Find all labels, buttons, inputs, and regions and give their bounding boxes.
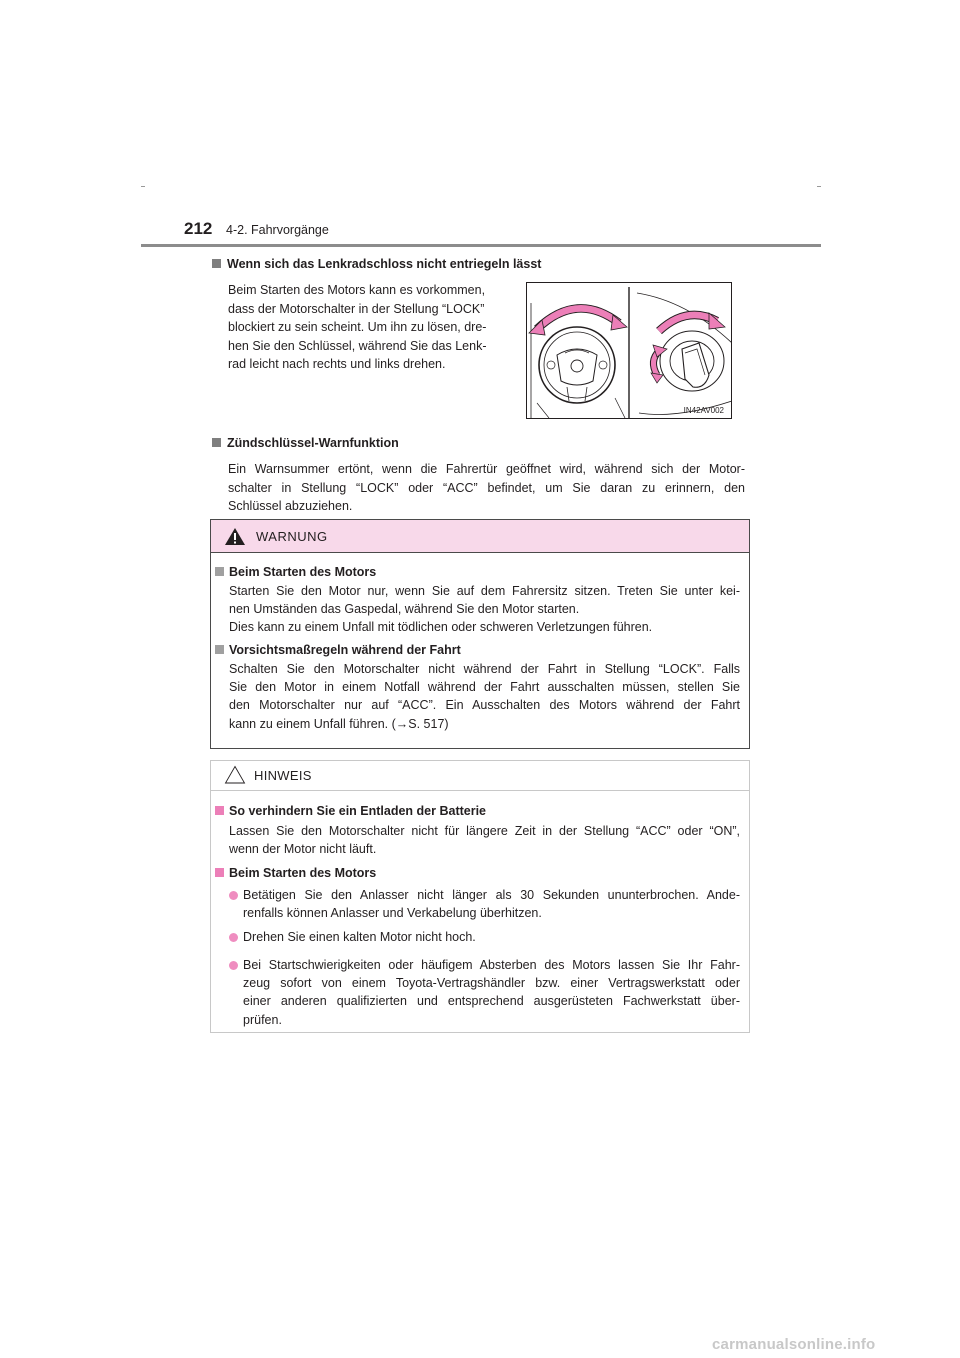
crop-mark-left: [141, 186, 145, 187]
start-bullet-text: Drehen Sie einen kalten Motor nicht hoch.: [243, 930, 476, 944]
warning-item-heading: Vorsichtsmaßregeln während der Fahrt: [229, 643, 461, 657]
steering-lock-text: Beim Starten des Motors kann es vorkommen, dass der Motorschalter in der Stellung “LOCK” blockiert zu sein scheint. Um ihn zu lösen, dre- hen Sie den Schlüssel, während Sie das Lenk- rad leicht nach rechts und links drehen.: [228, 283, 487, 371]
warning-item-text: Schalten Sie den Motorschalter nicht während der Fahrt in Stellung “LOCK”. Falls Sie den Motor in einem Notfall während der Fahrt ausschalten müssen, stellen Sie den Motorschalter nur auf “ACC”. Ein Ausschalten des Motors während der Fahrt kann zu einem Unfall führen. (→S. 517): [229, 662, 740, 731]
warning-item-heading: Beim Starten des Motors: [229, 565, 377, 579]
note-header: [211, 761, 749, 791]
section-title: 4-2. Fahrvorgänge: [226, 223, 329, 237]
warning-header: [211, 520, 749, 553]
pink-bullet-icon: [229, 933, 238, 942]
grey-square-icon: [212, 259, 221, 268]
page-number: 212: [184, 219, 213, 238]
watermark: carmanualsonline.info: [712, 1336, 876, 1353]
key-warning-heading: Zündschlüssel-Warnfunktion: [212, 434, 399, 452]
start-heading: Beim Starten des Motors: [229, 866, 377, 880]
pink-square-icon: [215, 806, 224, 815]
pink-square-icon: [215, 868, 224, 877]
steering-wheel-illustration-svg: [527, 283, 732, 419]
grey-square-icon: [215, 567, 224, 576]
figure-code: IN42AV002: [683, 406, 724, 415]
pink-bullet-icon: [229, 891, 238, 900]
steering-lock-heading: Wenn sich das Lenkradschloss nicht entriegeln lässt: [212, 255, 541, 273]
note-box: [210, 760, 750, 1033]
steering-wheel-key-illustration: [526, 282, 732, 419]
crop-mark-right: [817, 186, 821, 187]
key-warning-text: Ein Warnsummer ertönt, wenn die Fahrertür geöffnet wird, während sich der Motor- schalter in Stellung “LOCK” oder “ACC” befindet, um Sie daran zu erinnern, den Schlüssel abzuziehen.: [228, 462, 745, 513]
warning-title: WARNUNG: [256, 529, 328, 544]
grey-square-icon: [215, 645, 224, 654]
note-title: HINWEIS: [254, 768, 312, 783]
warning-triangle-icon: [224, 527, 246, 546]
caution-triangle-icon: [224, 765, 246, 784]
warning-item-text: Starten Sie den Motor nur, wenn Sie auf dem Fahrersitz sitzen. Treten Sie unter kei- nen Umständen das Gaspedal, während Sie den Motor starten. Dies kann zu einem Unfall mit tödlichen oder schweren Verletzungen führen.: [229, 584, 740, 635]
header-rule: [141, 244, 821, 247]
start-bullet-text: Bei Startschwierigkeiten oder häufigem Absterben des Motors lassen Sie Ihr Fahr- zeug sofort von einem Toyota-Vertragshändler bzw. einer Vertragswerkstatt oder einer anderen qualifizierten und entsprechend ausgerüsteten Fachwerkstatt über- prüfen.: [243, 958, 740, 1027]
grey-square-icon: [212, 438, 221, 447]
battery-heading: So verhindern Sie ein Entladen der Batterie: [229, 804, 487, 818]
start-bullet-text: Betätigen Sie den Anlasser nicht länger als 30 Sekunden ununterbrochen. Ande- renfalls können Anlasser und Verkabelung überhitzen.: [243, 888, 740, 921]
battery-text: Lassen Sie den Motorschalter nicht für längere Zeit in der Stellung “ACC” oder “ON”, wenn der Motor nicht läuft.: [229, 824, 740, 857]
pink-bullet-icon: [229, 961, 238, 970]
warning-box: [210, 519, 750, 749]
